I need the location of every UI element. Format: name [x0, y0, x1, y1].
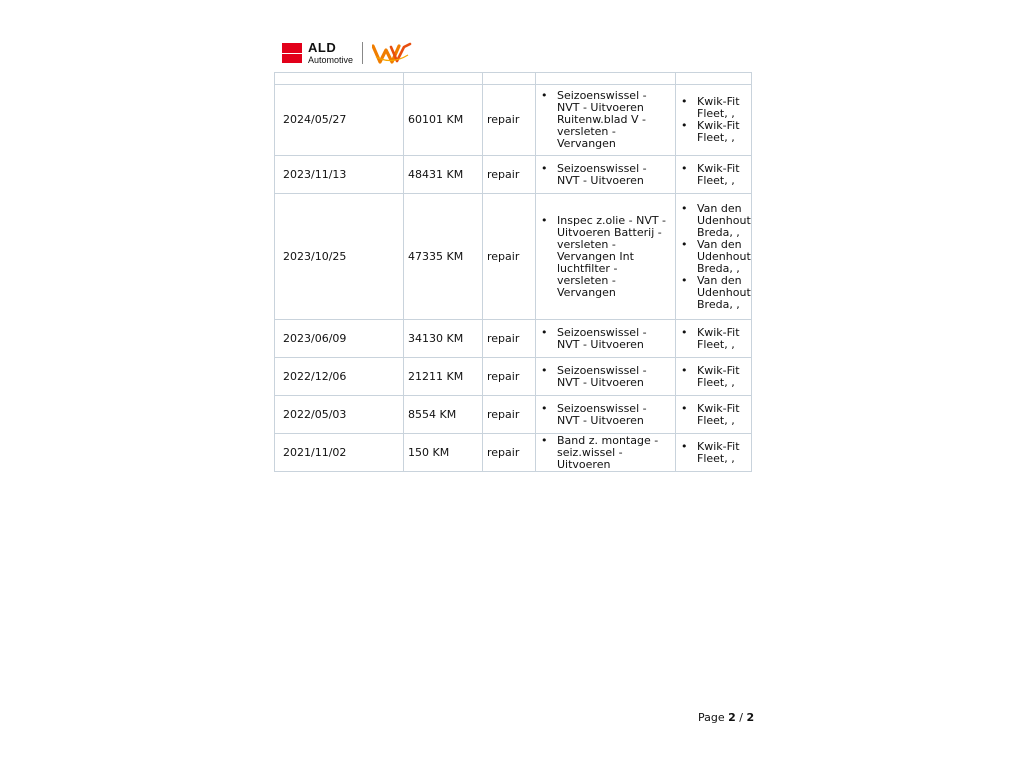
dealers-cell: [676, 434, 752, 472]
current-page: 2: [728, 711, 736, 724]
tasks-cell: [536, 156, 676, 194]
dealer-item: • Kwik-Fit Fleet, ,: [680, 403, 747, 427]
task-item: • Band z. montage - seiz.wissel - Uitvoeren: [540, 435, 671, 471]
mileage-cell: 34130 KM: [404, 320, 483, 358]
task-item: • Seizoenswissel - NVT - Uitvoeren: [540, 403, 671, 427]
task-list: [540, 90, 671, 150]
logo-divider: [362, 42, 363, 64]
task-item: • Seizoenswissel - NVT - Uitvoeren: [540, 327, 671, 351]
mileage-cell: 21211 KM: [404, 358, 483, 396]
dealer-list: [680, 327, 747, 351]
dealer-item: • Van den Udenhout Breda, ,: [680, 239, 747, 275]
dealer-list: [680, 163, 747, 187]
date-cell: 2021/11/02: [275, 434, 404, 472]
orange-w-logo-icon: [372, 41, 412, 65]
ald-brand-sub: Automotive: [308, 55, 354, 65]
type-cell: repair: [483, 194, 536, 320]
table-row: [275, 85, 752, 156]
type-cell: repair: [483, 156, 536, 194]
table-row: [275, 358, 752, 396]
ald-brand-name: ALD: [308, 40, 337, 55]
maintenance-history-table: [274, 72, 752, 472]
type-cell: repair: [483, 320, 536, 358]
task-item: • Seizoenswissel - NVT - Uitvoeren: [540, 365, 671, 389]
table-header-row: [275, 73, 752, 85]
task-list: [540, 435, 671, 471]
tasks-cell: [536, 434, 676, 472]
type-cell: repair: [483, 434, 536, 472]
table-row: [275, 320, 752, 358]
tasks-cell: [536, 320, 676, 358]
dealers-cell: [676, 85, 752, 156]
page-label: Page: [698, 711, 725, 724]
ald-logo-mark: [282, 43, 302, 63]
dealer-item: • Van den Udenhout Breda, ,: [680, 203, 747, 239]
tasks-cell: [536, 85, 676, 156]
tasks-cell: [536, 194, 676, 320]
task-list: [540, 327, 671, 351]
date-cell: 2022/05/03: [275, 396, 404, 434]
dealer-list: [680, 201, 751, 311]
task-item: • Seizoenswissel - NVT - Uitvoeren Ruitenw.blad V - versleten - Vervangen: [540, 90, 671, 150]
type-cell: repair: [483, 358, 536, 396]
page-number: [698, 711, 754, 724]
mileage-cell: 60101 KM: [404, 85, 483, 156]
ald-logo-text: [308, 41, 353, 65]
mileage-cell: 47335 KM: [404, 194, 483, 320]
dealers-cell: [676, 194, 752, 320]
date-cell: 2022/12/06: [275, 358, 404, 396]
tasks-cell: [536, 358, 676, 396]
table-row: [275, 194, 752, 320]
dealer-item: • Kwik-Fit Fleet, ,: [680, 163, 747, 187]
table-row: [275, 396, 752, 434]
document-header: [282, 40, 412, 66]
dealer-item: • Van den Udenhout Breda, ,: [680, 275, 747, 311]
task-item: • Seizoenswissel - NVT - Uitvoeren: [540, 163, 671, 187]
dealer-item: • Kwik-Fit Fleet, ,: [680, 365, 747, 389]
tasks-cell: [536, 396, 676, 434]
dealer-list: [680, 365, 747, 389]
dealer-item: • Kwik-Fit Fleet, ,: [680, 327, 747, 351]
dealers-cell: [676, 396, 752, 434]
dealer-item: • Kwik-Fit Fleet, ,: [680, 120, 747, 144]
table-row: [275, 156, 752, 194]
date-cell: 2023/11/13: [275, 156, 404, 194]
task-list: [540, 403, 671, 427]
dealers-cell: [676, 320, 752, 358]
dealer-item: • Kwik-Fit Fleet, ,: [680, 96, 747, 120]
dealer-item: • Kwik-Fit Fleet, ,: [680, 441, 747, 465]
dealer-list: [680, 441, 747, 465]
mileage-cell: 8554 KM: [404, 396, 483, 434]
mileage-cell: 48431 KM: [404, 156, 483, 194]
total-pages: 2: [746, 711, 755, 724]
type-cell: repair: [483, 396, 536, 434]
date-cell: 2024/05/27: [275, 85, 404, 156]
type-cell: repair: [483, 85, 536, 156]
date-cell: 2023/10/25: [275, 194, 404, 320]
page-separator: /: [739, 711, 744, 724]
task-list: [540, 365, 671, 389]
dealers-cell: [676, 156, 752, 194]
task-list: [540, 163, 671, 187]
dealer-list: [680, 96, 747, 144]
table-row: [275, 434, 752, 472]
dealer-list: [680, 403, 747, 427]
mileage-cell: 150 KM: [404, 434, 483, 472]
date-cell: 2023/06/09: [275, 320, 404, 358]
dealers-cell: [676, 358, 752, 396]
task-list: [540, 215, 671, 299]
task-item: • Inspec z.olie - NVT - Uitvoeren Batterij - versleten - Vervangen Int luchtfilter - versleten - Vervangen: [540, 215, 671, 299]
